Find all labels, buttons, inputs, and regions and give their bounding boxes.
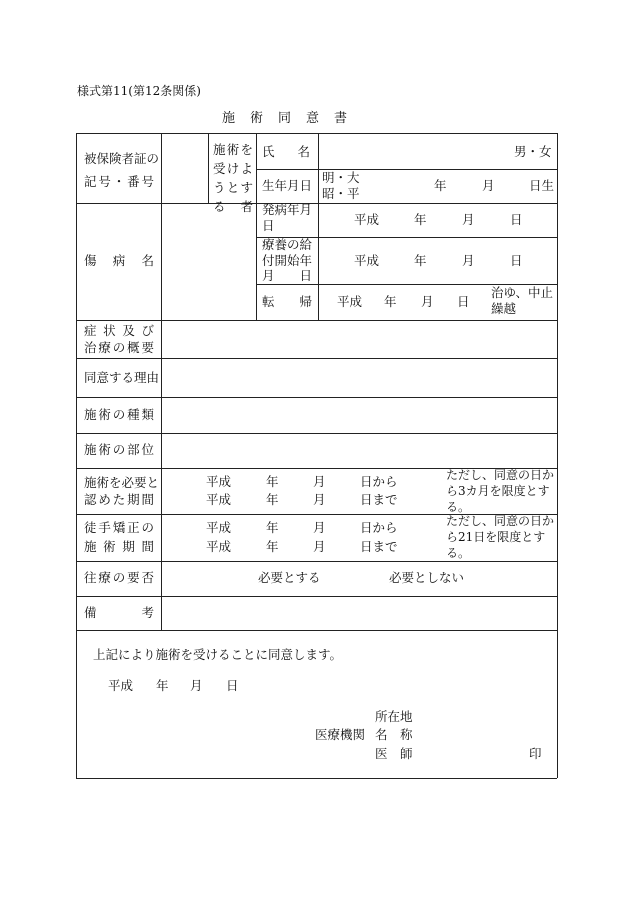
required-to-year: 年 bbox=[266, 492, 279, 507]
institution-name-label: 名 称 bbox=[375, 727, 413, 742]
manual-from-heisei: 平成 bbox=[206, 520, 232, 535]
manual-period-label-1: 徒手矯正の bbox=[84, 520, 154, 535]
insured-number-field[interactable] bbox=[162, 134, 207, 202]
treatment-kind-field[interactable] bbox=[162, 398, 556, 432]
birth-year-unit: 年 bbox=[434, 178, 447, 193]
manual-period-label-2: 施術期間 bbox=[84, 539, 154, 554]
consent-date-day: 日 bbox=[226, 678, 239, 693]
injury-name-field[interactable] bbox=[162, 204, 255, 319]
outcome-label: 転帰 bbox=[262, 294, 312, 309]
outcome-year-unit: 年 bbox=[384, 294, 397, 309]
reason-label: 同意する理由 bbox=[84, 370, 160, 385]
patient-name-label: 氏名 bbox=[262, 144, 310, 159]
start-month-unit: 月 bbox=[462, 253, 475, 268]
symptoms-label-2: 治療の概要 bbox=[84, 340, 154, 355]
required-period-label-2: 認めた期間 bbox=[84, 492, 154, 507]
treatment-kind-label: 施術の種類 bbox=[84, 407, 154, 422]
patient-birthdate-label: 生年月日 bbox=[262, 178, 313, 193]
consent-date-year: 年 bbox=[156, 678, 169, 693]
required-from-day: 日から bbox=[360, 474, 398, 489]
patient-name-field[interactable] bbox=[319, 134, 499, 168]
form-title: 施 術 同 意 書 bbox=[222, 111, 349, 126]
manual-to-heisei: 平成 bbox=[206, 539, 232, 554]
treatment-part-field[interactable] bbox=[162, 434, 556, 467]
reason-field[interactable] bbox=[162, 359, 556, 396]
outcome-heisei: 平成 bbox=[337, 294, 363, 309]
manual-from-month: 月 bbox=[313, 520, 326, 535]
start-day-unit: 日 bbox=[510, 253, 523, 268]
manual-to-year: 年 bbox=[266, 539, 279, 554]
outcome-day-unit: 日 bbox=[457, 294, 470, 309]
manual-from-year: 年 bbox=[266, 520, 279, 535]
birth-month-unit: 月 bbox=[482, 178, 495, 193]
insured-number-label-1: 被保険者証の bbox=[84, 151, 160, 166]
injury-name-label: 傷病名 bbox=[84, 253, 154, 268]
required-from-year: 年 bbox=[266, 474, 279, 489]
onset-month-unit: 月 bbox=[462, 212, 475, 227]
start-heisei: 平成 bbox=[354, 253, 380, 268]
consent-statement: 上記により施術を受けることに同意します。 bbox=[93, 647, 343, 662]
onset-year-unit: 年 bbox=[414, 212, 427, 227]
symptoms-field[interactable] bbox=[162, 321, 556, 357]
required-to-heisei: 平成 bbox=[206, 492, 232, 507]
patient-header-label: 施術を受けようとする者 bbox=[213, 142, 253, 214]
institution-location-label: 所在地 bbox=[375, 709, 413, 724]
onset-heisei: 平成 bbox=[354, 212, 380, 227]
institution-label: 医療機関 bbox=[315, 727, 366, 742]
house-call-yes-option[interactable]: 必要とする bbox=[258, 570, 321, 585]
required-to-day: 日まで bbox=[360, 492, 398, 507]
manual-to-month: 月 bbox=[313, 539, 326, 554]
remarks-label: 備考 bbox=[84, 605, 154, 620]
onset-day-unit: 日 bbox=[510, 212, 523, 227]
house-call-no-option[interactable]: 必要としない bbox=[389, 570, 465, 585]
consent-date-month: 月 bbox=[190, 678, 203, 693]
house-call-label: 往療の要否 bbox=[84, 570, 154, 585]
manual-from-day: 日から bbox=[360, 520, 398, 535]
treatment-part-label: 施術の部位 bbox=[84, 442, 154, 457]
required-from-heisei: 平成 bbox=[206, 474, 232, 489]
benefit-start-label: 療養の給付開始年月日 bbox=[262, 237, 313, 283]
symptoms-label-1: 症状及び bbox=[84, 323, 154, 338]
required-period-note: ただし、同意の日から3カ月を限度とする。 bbox=[446, 468, 555, 514]
required-to-month: 月 bbox=[313, 492, 326, 507]
patient-sex-options[interactable]: 男・女 bbox=[514, 144, 552, 159]
birth-day-unit: 日生 bbox=[529, 178, 555, 193]
required-period-label-1: 施術を必要と bbox=[84, 475, 160, 490]
consent-date-heisei: 平成 bbox=[108, 678, 134, 693]
manual-to-day: 日まで bbox=[360, 539, 398, 554]
outcome-month-unit: 月 bbox=[421, 294, 434, 309]
start-year-unit: 年 bbox=[414, 253, 427, 268]
doctor-label: 医 師 bbox=[375, 746, 413, 761]
form-reference: 様式第11(第12条関係) bbox=[77, 84, 201, 98]
outcome-options[interactable]: 治ゆ、中止繰越 bbox=[491, 285, 554, 316]
onset-date-label: 発病年月日 bbox=[262, 202, 313, 233]
insured-number-label-2: 記号・番号 bbox=[84, 174, 154, 189]
remarks-field[interactable] bbox=[162, 597, 556, 629]
manual-period-note: ただし、同意の日から21日を限度とする。 bbox=[446, 514, 555, 560]
birth-era-options-1[interactable]: 明・大 bbox=[322, 170, 360, 185]
required-from-month: 月 bbox=[313, 474, 326, 489]
birth-era-options-2[interactable]: 昭・平 bbox=[322, 186, 360, 201]
doctor-seal-mark: 印 bbox=[529, 746, 542, 761]
